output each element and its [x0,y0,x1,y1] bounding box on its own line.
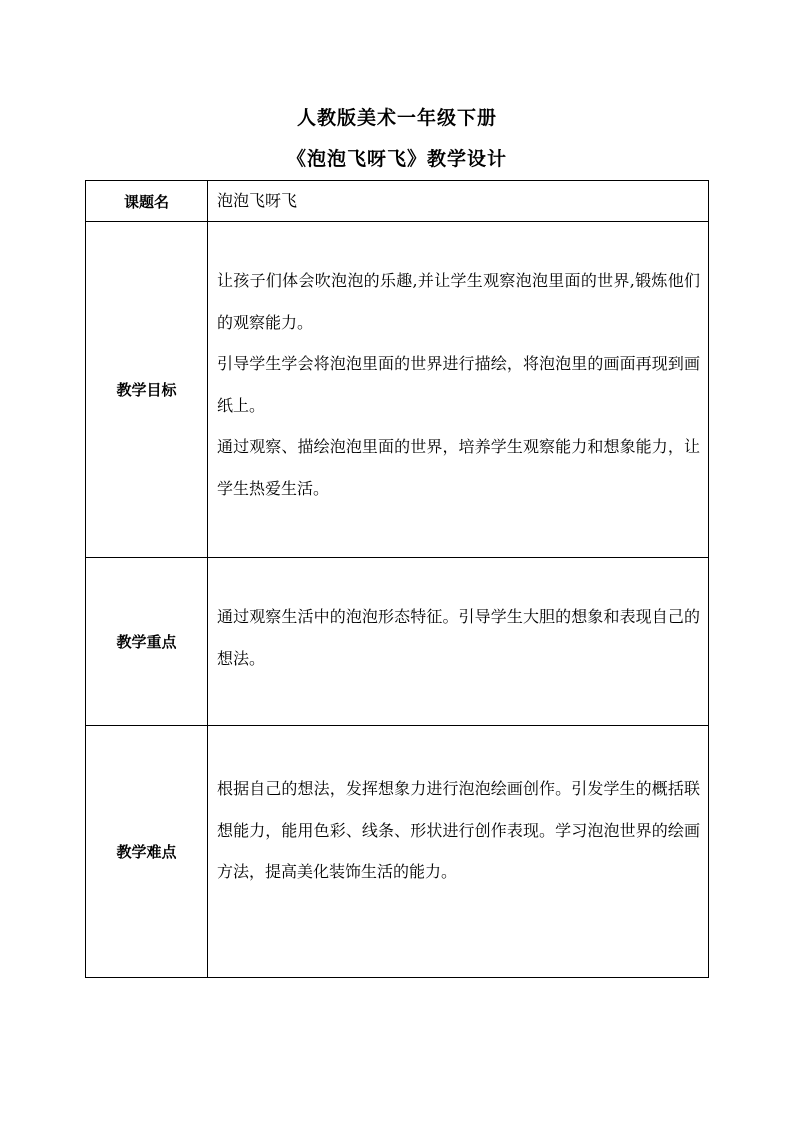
objective-paragraph: 通过观察、描绘泡泡里面的世界，培养学生观察能力和想象能力，让学生热爱生活。 [217,437,700,498]
row-label-difficulties: 教学难点 [86,726,208,978]
row-content-topic [208,181,709,222]
topic-text: 泡泡飞呀飞 [217,191,298,210]
objective-paragraph: 让孩子们体会吹泡泡的乐趣,并让学生观察泡泡里面的世界,锻炼他们的观察能力。 [217,271,700,332]
row-content-difficulties [208,726,709,978]
key-point-paragraph: 通过观察生活中的泡泡形态特征。引导学生大胆的想象和表现自己的想法。 [217,607,700,668]
table-row-key-points [86,558,709,726]
row-label-objectives: 教学目标 [86,222,208,558]
table-row-difficulties [86,726,709,978]
difficulty-paragraph: 根据自己的想法，发挥想象力进行泡泡绘画创作。引发学生的概括联想能力，能用色彩、线条、形状进行创作表现。学习泡泡世界的绘画方法，提高美化装饰生活的能力。 [217,779,700,882]
table-row-objectives [86,222,709,558]
lesson-plan-table [85,180,709,978]
document-subtitle: 《泡泡飞呀飞》教学设计 [286,148,507,170]
table-row-topic [86,181,709,222]
row-label-topic: 课题名 [86,181,208,222]
objective-paragraph: 引导学生学会将泡泡里面的世界进行描绘，将泡泡里的画面再现到画纸上。 [217,354,700,415]
row-content-key-points [208,558,709,726]
document-title: 人教版美术一年级下册 [296,107,497,129]
row-content-objectives [208,222,709,558]
row-label-key-points: 教学重点 [86,558,208,726]
